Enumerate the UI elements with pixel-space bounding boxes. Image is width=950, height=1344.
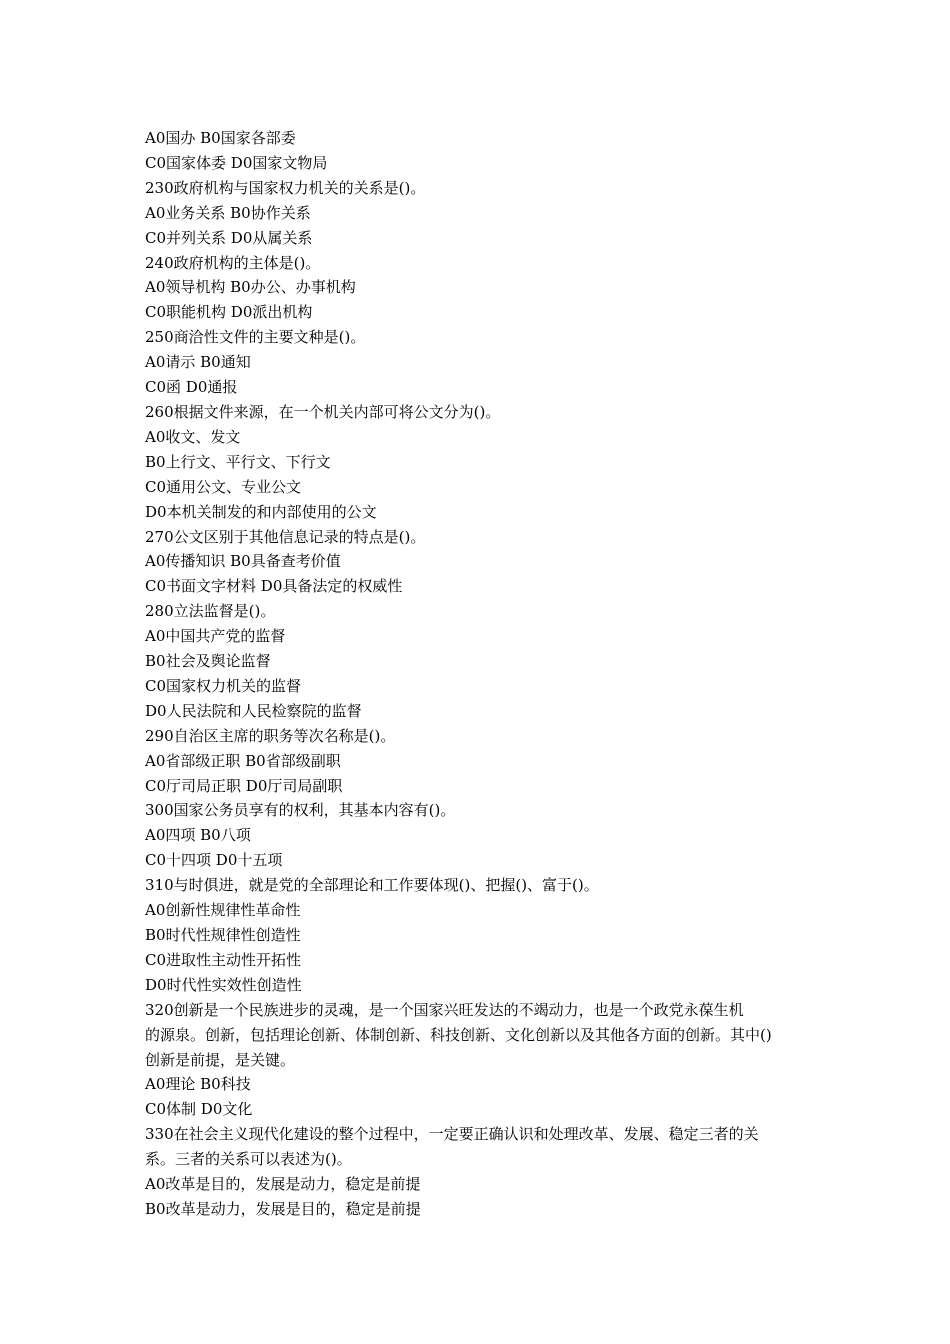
- text-line: C0国家权力机关的监督: [145, 676, 302, 695]
- text-line: A0四项 B0八项: [145, 826, 251, 845]
- question-line: 260根据文件来源，在一个机关内部可将公文分为()。: [145, 402, 501, 421]
- question-line: 230政府机构与国家权力机关的关系是()。: [145, 178, 426, 197]
- question-line: 290自治区主席的职务等次名称是()。: [145, 726, 396, 745]
- question-line: 310与时俱进，就是党的全部理论和工作要体现()、把握()、富于()。: [145, 876, 599, 895]
- text-line: C0函 D0通报: [145, 378, 238, 397]
- text-line: C0通用公文、专业公文: [145, 477, 302, 496]
- text-line: C0书面文字材料 D0具备法定的权威性: [145, 577, 403, 596]
- text-line: A0传播知识 B0具备查考价值: [145, 552, 341, 571]
- text-line: C0并列关系 D0从属关系: [145, 228, 313, 247]
- question-line: 330在社会主义现代化建设的整个过程中，一定要正确认识和处理改革、发展、稳定三者的关: [145, 1125, 759, 1144]
- question-line: 240政府机构的主体是()。: [145, 253, 321, 272]
- text-line: B0上行文、平行文、下行文: [145, 452, 331, 471]
- question-line: 280立法监督是()。: [145, 602, 276, 621]
- text-line: A0收文、发文: [145, 427, 241, 446]
- text-line: A0省部级正职 B0省部级副职: [145, 751, 341, 770]
- question-line: 系。三者的关系可以表述为()。: [145, 1150, 352, 1169]
- text-line: D0本机关制发的和内部使用的公文: [145, 502, 377, 521]
- text-line: C0厅司局正职 D0厅司局副职: [145, 776, 343, 795]
- question-line: 320创新是一个民族进步的灵魂，是一个国家兴旺发达的不竭动力，也是一个政党永葆生机: [145, 1000, 744, 1019]
- text-line: C0进取性主动性开拓性: [145, 950, 302, 969]
- text-line: C0职能机构 D0派出机构: [145, 303, 313, 322]
- text-line: A0国办 B0国家各部委: [145, 129, 296, 147]
- text-line: D0人民法院和人民检察院的监督: [145, 701, 362, 720]
- text-line: D0时代性实效性创造性: [145, 975, 302, 994]
- text-line: A0中国共产党的监督: [145, 627, 286, 646]
- text-line: A0请示 B0通知: [145, 353, 251, 372]
- question-line: 创新是前提，是关键。: [145, 1050, 296, 1069]
- text-line: C0十四项 D0十五项: [145, 851, 283, 870]
- text-line: B0社会及舆论监督: [145, 652, 271, 671]
- text-line: B0改革是动力，发展是目的，稳定是前提: [145, 1199, 421, 1218]
- text-line: B0时代性规律性创造性: [145, 926, 301, 944]
- question-line: 250商洽性文件的主要文种是()。: [145, 328, 366, 347]
- text-line: A0改革是目的，发展是动力，稳定是前提: [145, 1175, 421, 1194]
- question-line: 的源泉。创新，包括理论创新、体制创新、科技创新、文化创新以及其他各方面的创新。其中(): [145, 1025, 772, 1044]
- text-line: A0理论 B0科技: [145, 1075, 251, 1094]
- text-line: A0创新性规律性革命性: [145, 901, 301, 920]
- text-line: A0业务关系 B0协作关系: [145, 203, 311, 222]
- question-line: 300国家公务员享有的权利，其基本内容有()。: [145, 801, 456, 820]
- text-line: C0体制 D0文化: [145, 1100, 253, 1119]
- question-line: 270公文区别于其他信息记录的特点是()。: [145, 527, 426, 546]
- document-body: [145, 126, 815, 1222]
- text-line: C0国家体委 D0国家文物局: [145, 153, 328, 172]
- text-line: A0领导机构 B0办公、办事机构: [145, 278, 356, 297]
